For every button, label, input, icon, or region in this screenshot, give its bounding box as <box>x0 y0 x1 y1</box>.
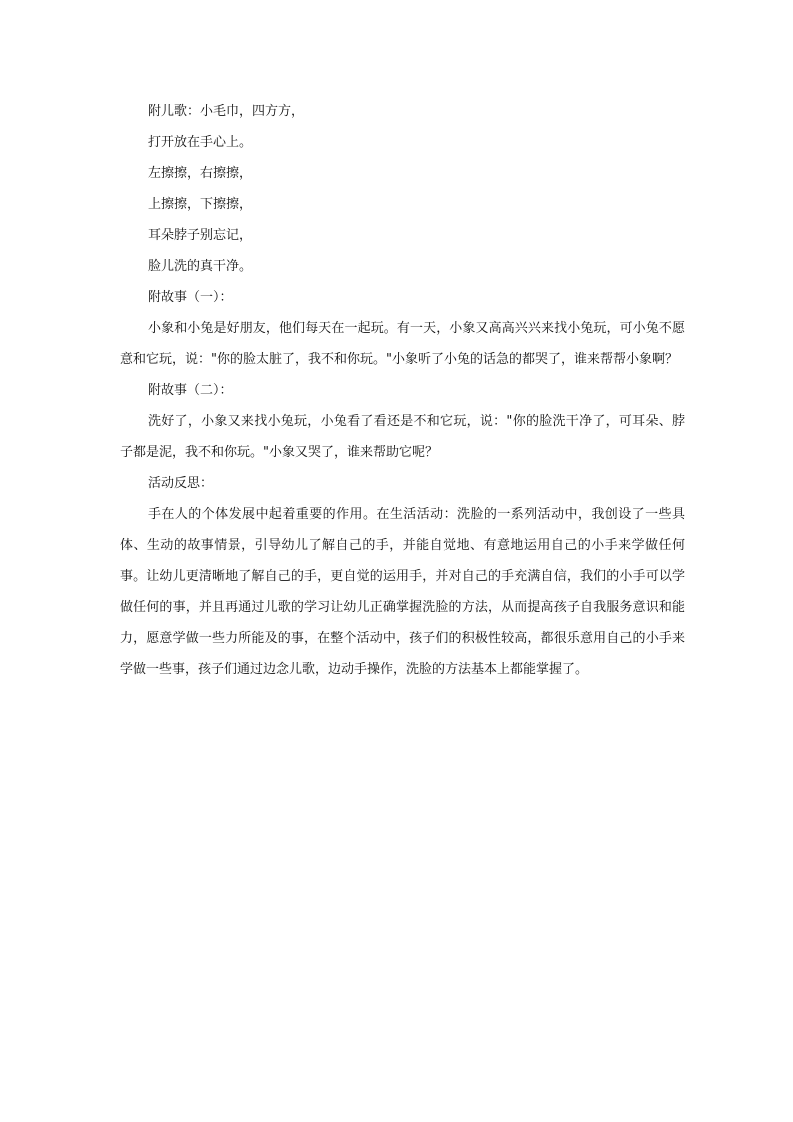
reflection-heading: 活动反思： <box>148 476 214 491</box>
song-line: 脸儿洗的真干净。 <box>148 259 253 274</box>
song-line: 耳朵脖子别忘记， <box>148 228 253 243</box>
song-line: 左擦擦，右擦擦， <box>148 166 253 181</box>
song-line: 打开放在手心上。 <box>148 135 253 150</box>
story2-paragraph: 洗好了，小象又来找小兔玩，小兔看了看还是不和它玩，说："你的脸洗干净了，可耳朵、脖子都是泥，我不和你玩。"小象又哭了，谁来帮助它呢？ <box>120 414 685 460</box>
song-line: 附儿歌：小毛巾，四方方， <box>148 104 305 119</box>
reflection-paragraph: 手在人的个体发展中起着重要的作用。在生活活动：洗脸的一系列活动中，我创设了一些具体、生动的故事情景，引导幼儿了解自己的手，并能自觉地、有意地运用自己的小手来学做任何事。让幼儿更清晰地了解自己的手，更自觉的运用手，并对自己的手充满自信，我们的小手可以学做任何的事，并且再通过儿歌的学习让幼儿正确掌握洗脸的方法，从而提高孩子自我服务意识和能力，愿意学做一些力所能及的事，在整个活动中，孩子们的积极性较高，都很乐意用自己的小手来学做一些事，孩子们通过边念儿歌，边动手操作，洗脸的方法基本上都能掌握了。 <box>120 507 685 677</box>
document-body <box>120 96 685 685</box>
story2-heading: 附故事（二）： <box>148 383 233 398</box>
story1-heading: 附故事（一）： <box>148 290 233 305</box>
song-line: 上擦擦，下擦擦， <box>148 197 253 212</box>
story1-paragraph: 小象和小兔是好朋友，他们每天在一起玩。有一天，小象又高高兴兴来找小兔玩，可小兔不愿意和它玩，说："你的脸太脏了，我不和你玩。"小象听了小兔的话急的都哭了，谁来帮帮小象啊？ <box>120 321 685 367</box>
